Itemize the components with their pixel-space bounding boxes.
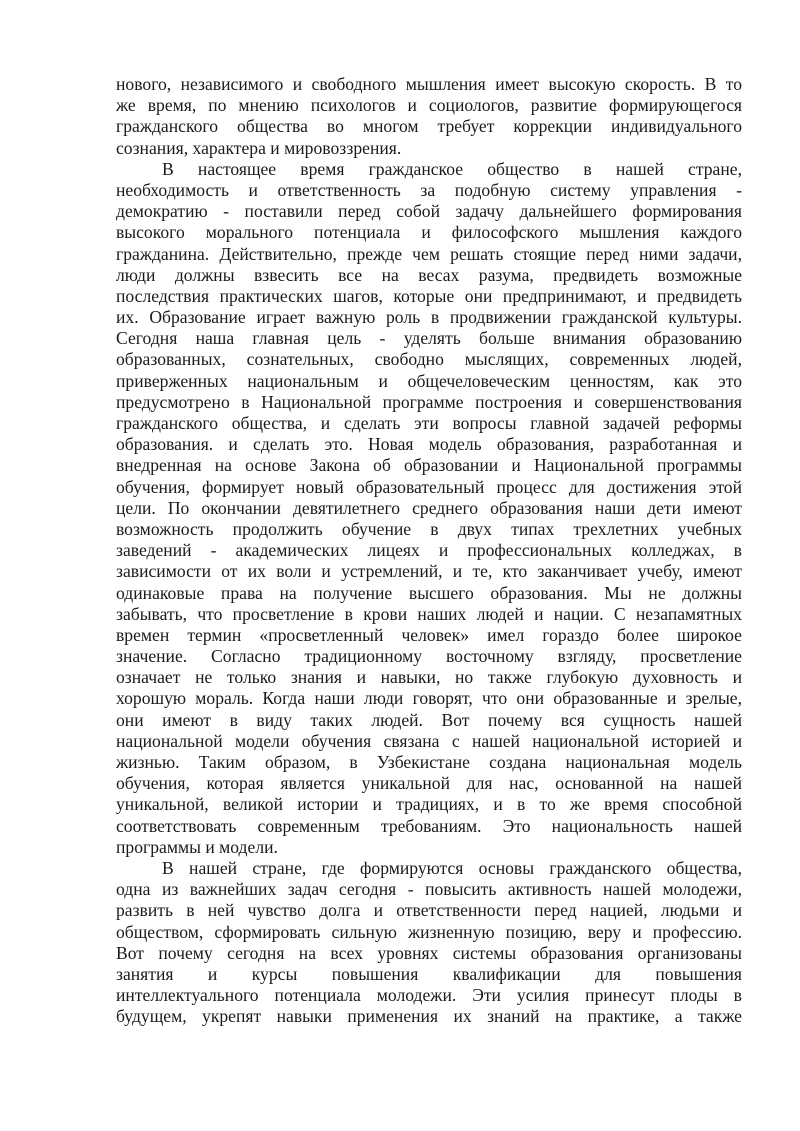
text-line: национальной модели обучения связана с нашей национальной историей и: [116, 730, 742, 751]
text-line: времен термин «просветленный человек» имел гораздо более широкое: [116, 624, 742, 645]
text-line: хорошую мораль. Когда наши люди говорят, что они образованные и зрелые,: [116, 688, 742, 709]
text-line: обучения, которая является уникальной для нас, основанной на нашей: [116, 773, 742, 794]
text-line: необходимость и ответственность за подобную систему управления -: [116, 179, 742, 200]
text-line: соответствовать современным требованиям. Это национальность нашей: [116, 815, 742, 836]
text-line: программы и модели.: [116, 836, 278, 857]
text-line: занятия и курсы повышения квалификации для повышения: [116, 963, 742, 984]
text-line: люди должны взвесить все на весах разума, предвидеть возможные: [116, 264, 742, 285]
text-line: сознания, характера и мировоззрения.: [116, 137, 402, 158]
text-line: означает не только знания и навыки, но также глубокую духовность и: [116, 667, 742, 688]
text-line: же время, по мнению психологов и социологов, развитие формирующегося: [116, 95, 742, 116]
text-line: заведений - академических лицеях и профессиональных колледжах, в: [116, 540, 742, 561]
text-line: образованных, сознательных, свободно мыслящих, современных людей,: [116, 349, 742, 370]
text-line: образования. и сделать это. Новая модель образования, разработанная и: [116, 434, 742, 455]
text-line: Сегодня наша главная цель - уделять больше внимания образованию: [116, 328, 742, 349]
text-line: развить в ней чувство долга и ответственности перед нацией, людьми и: [116, 900, 742, 921]
text-line: интеллектуального потенциала молодежи. Эти усилия принесут плоды в: [116, 985, 742, 1006]
text-line: внедренная на основе Закона об образовании и Национальной программы: [116, 455, 742, 476]
text-line: приверженных национальным и общечеловеческим ценностям, как это: [116, 370, 742, 391]
text-line: зависимости от их воли и устремлений, и те, кто заканчивает учебу, имеют: [116, 561, 742, 582]
text-line: обществом, сформировать сильную жизненную позицию, веру и профессию.: [116, 921, 742, 942]
text-line: Вот почему сегодня на всех уровнях системы образования организованы: [116, 942, 742, 963]
text-line: демократию - поставили перед собой задачу дальнейшего формирования: [116, 201, 742, 222]
text-line: обучения, формирует новый образовательный процесс для достижения этой: [116, 476, 742, 497]
text-line: будущем, укрепят навыки применения их знаний на практике, а также: [116, 1006, 742, 1027]
text-line: забывать, что просветление в крови наших людей и нации. С незапамятных: [116, 603, 742, 624]
text-line: они имеют в виду таких людей. Вот почему вся сущность нашей: [116, 709, 742, 730]
text-line: возможность продолжить обучение в двух типах трехлетних учебных: [116, 518, 742, 539]
text-line: жизнью. Таким образом, в Узбекистане создана национальная модель: [116, 752, 742, 772]
text-line: нового, независимого и свободного мышления имеет высокую скорость. В то: [116, 74, 742, 94]
text-line: одна из важнейших задач сегодня - повысить активность нашей молодежи,: [116, 879, 742, 900]
text-line: одинаковые права на получение высшего образования. Мы не должны: [116, 582, 742, 603]
text-line: их. Образование играет важную роль в продвижении гражданской культуры.: [116, 307, 742, 328]
text-line: высокого морального потенциала и философского мышления каждого: [116, 222, 742, 243]
text-line: значение. Согласно традиционному восточному взгляду, просветление: [116, 646, 742, 667]
text-line: предусмотрено в Национальной программе построения и совершенствования: [116, 391, 742, 412]
text-line: гражданина. Действительно, прежде чем решать стоящие перед ними задачи,: [116, 243, 742, 264]
text-line: гражданского общества, и сделать эти вопросы главной задачей реформы: [116, 413, 742, 433]
text-line: уникальной, великой истории и традициях, и в то же время способной: [116, 794, 742, 815]
text-line: В нашей стране, где формируются основы гражданского общества,: [162, 857, 742, 878]
text-line: гражданского общества во многом требует коррекции индивидуального: [116, 116, 742, 137]
document-body-text: [116, 74, 742, 1027]
text-line: В настоящее время гражданское общество в нашей стране,: [162, 158, 742, 179]
text-line: последствия практических шагов, которые они предпринимают, и предвидеть: [116, 285, 742, 306]
text-line: цели. По окончании девятилетнего среднего образования наши дети имеют: [116, 497, 742, 518]
